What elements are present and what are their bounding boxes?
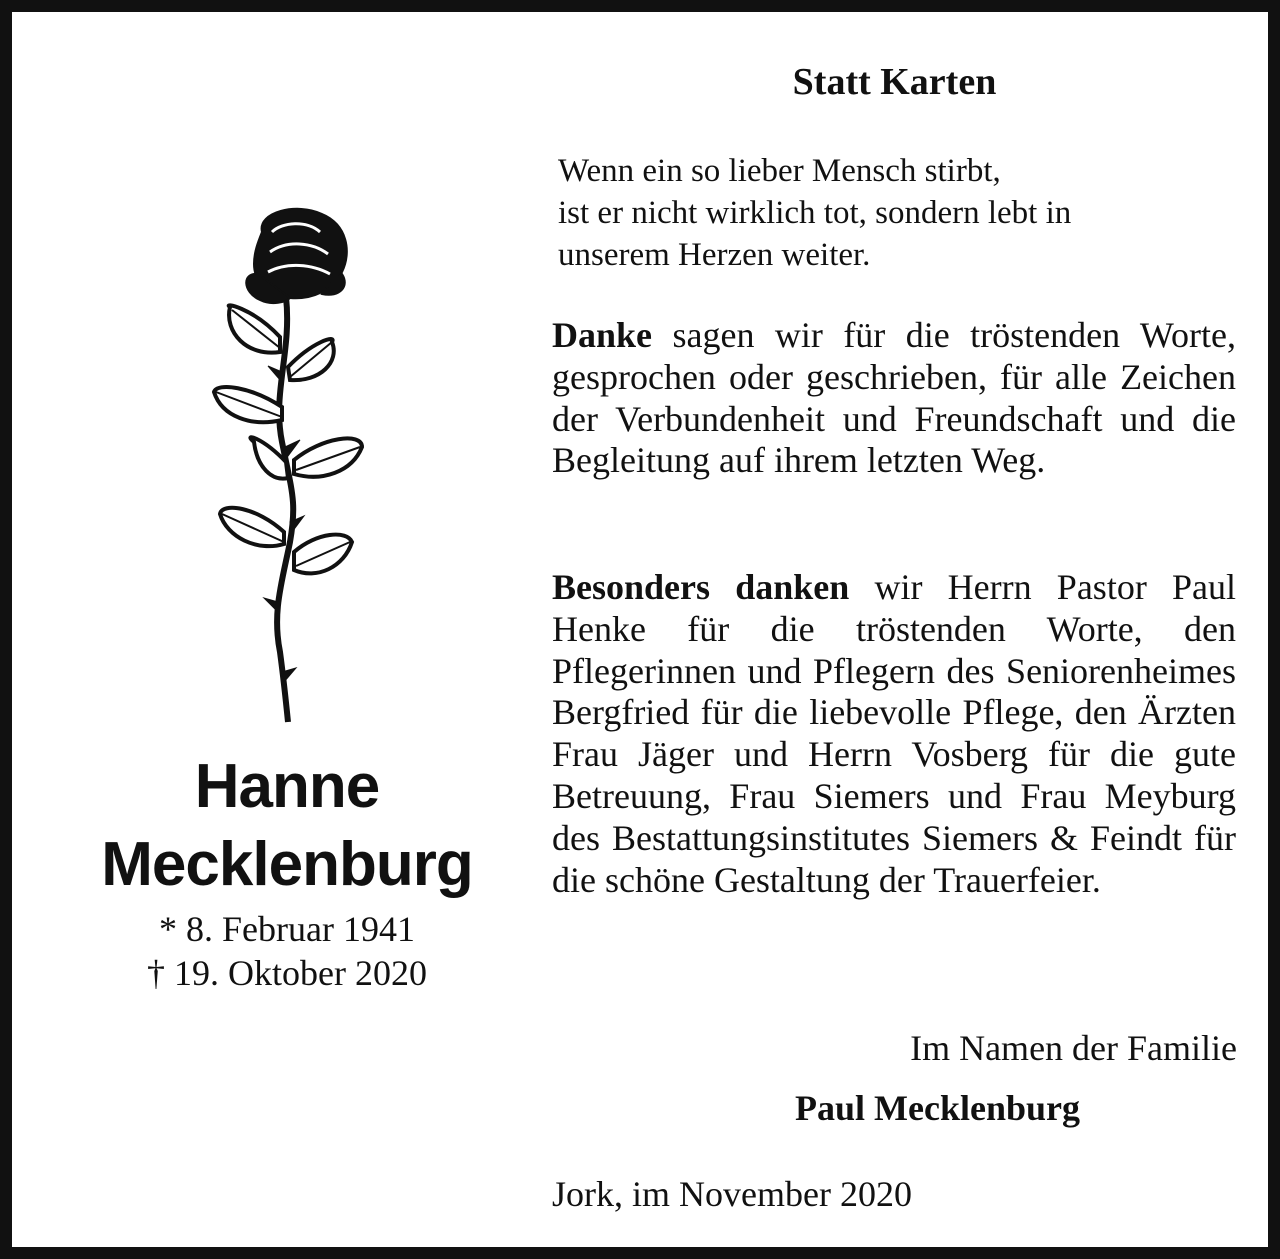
quote-line: Wenn ein so lieber Mensch stirbt,: [558, 153, 1001, 189]
on-behalf-line: Im Namen der Familie: [910, 1028, 1237, 1068]
thanks-lead: Danke: [552, 315, 653, 355]
death-date: † 19. Oktober 2020: [147, 953, 427, 993]
signer-name: Paul Mecklenburg: [795, 1088, 1080, 1128]
page-title: Statt Karten: [792, 61, 997, 103]
birth-date: * 8. Februar 1941: [159, 909, 415, 949]
life-dates: [52, 907, 522, 995]
quote-line: unserem Herzen weiter.: [558, 237, 871, 273]
special-thanks-lead: Besonders danken: [552, 567, 850, 607]
place-date: Jork, im November 2020: [552, 1174, 912, 1214]
thanks-text: sagen wir für die tröstenden Worte, gesprochen oder geschrieben, für alle Zeichen der Verbundenheit und Freundschaft und die Begleitung auf ihrem letzten Weg.: [552, 315, 1236, 481]
deceased-first-name: Hanne: [194, 752, 380, 821]
thanks-paragraph: [552, 315, 1236, 482]
quote-line: ist er nicht wirklich tot, sondern lebt in: [558, 195, 1072, 231]
special-thanks-text: wir Herrn Pastor Paul Henke für die tröstenden Worte, den Pflegerinnen und Pflegern des Seniorenheimes Bergfried für die liebevolle Pflege, den Ärzten Frau Jäger und Herrn Vosberg für die gute Betreuung, Frau Siemers und Frau Meyburg des Bestattungsinstitutes Siemers & Feindt für die schöne Gestaltung der Trauerfeier.: [552, 567, 1236, 900]
rose-icon: [202, 202, 382, 727]
deceased-last-name: Mecklenburg: [101, 830, 473, 899]
special-thanks-paragraph: [552, 567, 1236, 901]
quote: [558, 150, 1248, 276]
